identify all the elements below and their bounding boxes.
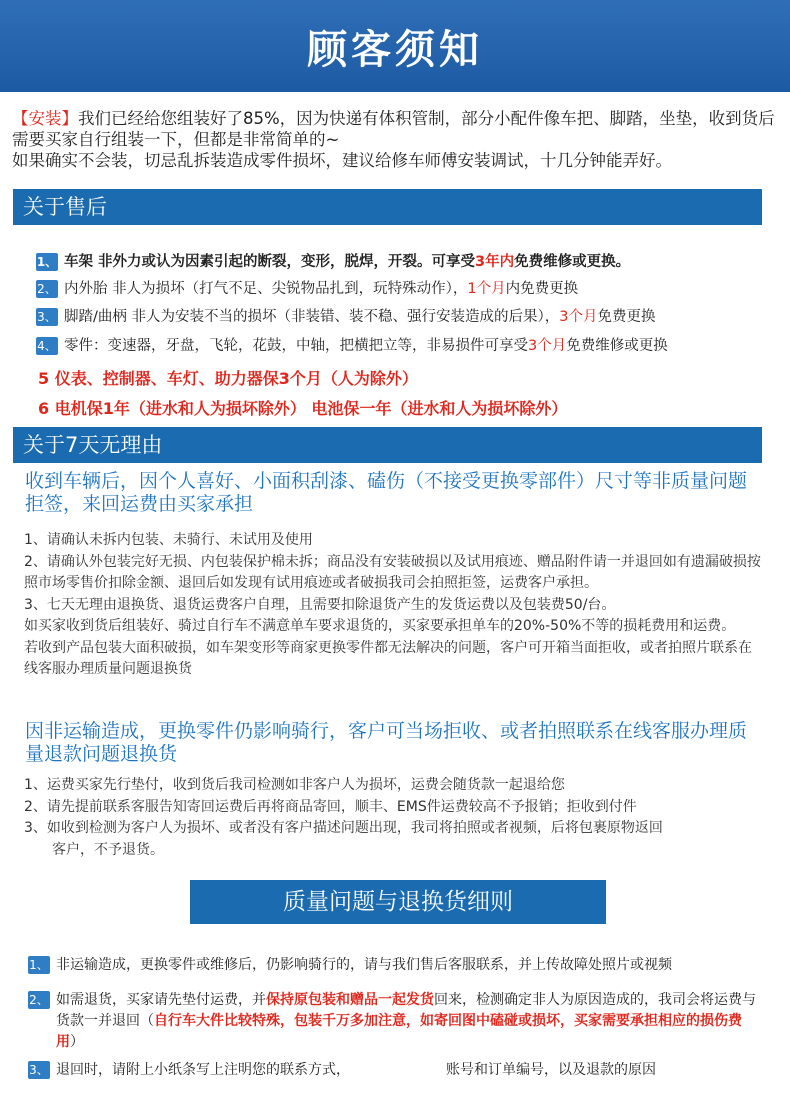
number-badge: 1、 (36, 255, 58, 269)
seven-days-intro: 收到车辆后，因个人喜好、小面积刮漆、磕伤（不接受更换零部件）尺寸等非质量问题拒签，来回运费由买家承担 (25, 470, 748, 515)
page-title: 顾客须知 (307, 26, 483, 73)
quality-item-3: 3、 退回时，请附上小纸条写上注明您的联系方式， 账号和订单编号，以及退款的原因 (29, 1062, 656, 1078)
seven-days-heading: 关于7天无理由 (13, 427, 762, 463)
seven-days-terms (24, 530, 764, 681)
rule-3: 3、如收到检测为客户人为损坏、或者没有客户描述问题出现，我司将拍照或者视频，后将包裹原物返回 (24, 820, 663, 836)
term-1: 1、请确认未拆内包装、未骑行、未试用及使用 (24, 532, 313, 548)
after-sales-item-5: 5 仪表、控制器、车灯、助力器保3个月（人为除外） (38, 369, 418, 388)
install-line2: 如果确实不会装，切忌乱拆装造成零件损坏，建议给修车师傅安装调试，十几分钟能弄好。 (12, 151, 672, 170)
term-4: 如买家收到货后组装好、骑过自行车不满意单车要求退货的，买家要承担单车的20%-50%不等的损耗费用和运费。 (24, 618, 736, 634)
number-badge: 3、 (29, 1063, 49, 1077)
number-badge: 2、 (37, 282, 57, 296)
seven-days-notice: 因非运输造成，更换零件仍影响骑行，客户可当场拒收、或者拍照联系在线客服办理质量退款问题退换货 (25, 720, 748, 765)
after-sales-item-4: 4、 零件：变速器，牙盘，飞轮，花鼓，中轴，把横把立等，非易损件可享受 3个月 免费维修或更换 (37, 338, 668, 354)
quality-heading: 质量问题与退换货细则 (190, 880, 606, 924)
install-notice (12, 108, 780, 171)
install-tag: 【安装】 (12, 109, 78, 128)
after-sales-item-3: 3、 脚踏/曲柄 非人为安装不当的损坏（非装错、装不稳、强行安装造成的后果）， 3个月 免费更换 (37, 309, 656, 325)
term-5: 若收到产品包装大面积破损，如车架变形等商家更换零件都无法解决的问题，客户可开箱当面拒收，或者拍照片联系在线客服办理质量问题退换货 (24, 639, 752, 677)
title-banner (0, 0, 790, 92)
after-sales-heading: 关于售后 (13, 189, 762, 225)
quality-item-2: 2、 如需退货，买家请先垫付运费，并保持原包装和赠品一起发货回来，检测确定非人为原因造成的，我司会将运费与货款一并退回（自行车大件比较特殊，包装千万多加注意，如寄回图中磕碰或损坏，买家需要承担相应的损伤费用） (29, 992, 756, 1050)
install-line1: 我们已经给您组装好了85%，因为快递有体积管制，部分小配件像车把、脚踏，坐垫，收到货后需要买家自行组装一下，但都是非常简单的~ (12, 109, 775, 149)
rule-1: 1、运费买家先行垫付，收到货后我司检测如非客户人为损坏，运费会随货款一起退给您 (24, 777, 565, 793)
term-3: 3、七天无理由退换货、退货运费客户自理，且需要扣除退货产生的发货运费以及包装费50/台。 (24, 596, 616, 613)
number-badge: 3、 (37, 310, 57, 324)
number-badge: 2、 (29, 993, 49, 1007)
rule-3-cont: 客户，不予退货。 (52, 841, 164, 858)
after-sales-item-1: 1、 车架 非外力或认为因素引起的断裂，变形，脱焊，开裂。可享受 3年内 免费维修或更换。 (36, 254, 631, 270)
number-badge: 1、 (29, 958, 49, 972)
after-sales-item-2: 2、 内外胎 非人为损坏（打气不足、尖锐物品扎到，玩特殊动作）， 1个月 内免费更换 (37, 281, 579, 297)
number-badge: 4、 (37, 339, 57, 353)
after-sales-item-6: 6 电机保1年（进水和人为损坏除外） 电池保一年（进水和人为损坏除外） (38, 399, 568, 418)
rule-2: 2、请先提前联系客服告知寄回运费后再将商品寄回，顺丰、EMS件运费较高不予报销；拒收到付件 (24, 798, 637, 815)
shipping-rules (24, 775, 764, 861)
quality-item-1: 1、 非运输造成，更换零件或维修后，仍影响骑行的，请与我们售后客服联系，并上传故障处照片或视频 (29, 957, 672, 973)
term-2: 2、请确认外包装完好无损、内包装保护棉未拆；商品没有安装破损以及试用痕迹、赠品附件请一并退回如有遗漏破损按照市场零售价扣除金额、退回后如发现有试用痕迹或者破损我司会拍照拒签，运费客户承担。 (24, 553, 761, 591)
